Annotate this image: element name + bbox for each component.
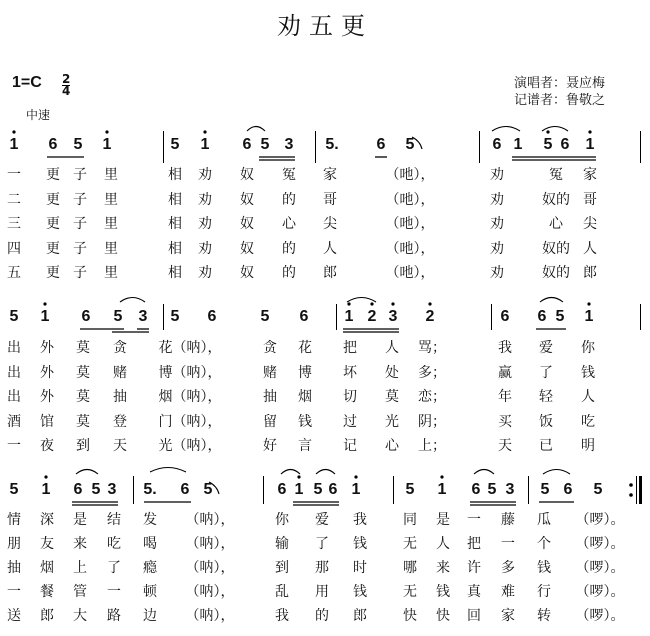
lyric-syllable: 外 — [40, 340, 54, 356]
lyric-syllable: 钱 — [298, 413, 312, 430]
lyric-syllable: 阴； — [418, 413, 446, 430]
breath-mark — [209, 482, 219, 494]
lyric-syllable: 饭 — [539, 413, 553, 430]
lyric-syllable: （啰）。 — [575, 536, 625, 552]
octave-dot — [354, 475, 357, 478]
lyric-syllable: 二 — [7, 191, 21, 208]
note: 6 — [73, 481, 83, 498]
octave-dot — [297, 475, 300, 478]
lyric-syllable: 了 — [315, 536, 329, 552]
lyric-syllable: 里 — [104, 216, 118, 232]
lyric-syllable: 人 — [385, 340, 399, 356]
lyric-syllable: 心 — [385, 438, 399, 454]
note: 6 — [277, 481, 287, 498]
lyric-syllable: 家 — [501, 608, 515, 624]
breath-mark — [412, 137, 422, 149]
lyric-syllable: 年 — [498, 389, 512, 405]
lyric-syllable: 劝 — [490, 167, 504, 183]
octave-dot — [587, 302, 590, 305]
lyric-syllable: 已 — [539, 438, 553, 454]
lyric-syllable: 家 — [583, 167, 597, 183]
lyric-syllable: 奴 — [240, 216, 254, 232]
lyric-syllable: 劝 — [198, 265, 212, 281]
singer-credit: 演唱者：聂应梅 — [514, 76, 606, 91]
note: 1 — [437, 481, 447, 498]
lyric-syllable: 贪 — [263, 340, 277, 356]
lyric-syllable: 莫 — [76, 413, 90, 430]
lyric-syllable: 赌 — [263, 364, 277, 381]
lyric-syllable: 喝 — [143, 536, 157, 552]
lyric-syllable: 大 — [73, 608, 87, 624]
tempo-marking: 中速 — [26, 108, 51, 122]
lyric-syllable: 时 — [353, 560, 367, 576]
lyric-syllable: 奴 — [240, 265, 254, 281]
lyric-syllable: 家 — [323, 167, 337, 183]
note: 6 — [299, 308, 309, 325]
note: 1 — [102, 136, 112, 153]
lyric-syllable: 爱 — [539, 340, 553, 356]
lyric-syllable: 是 — [73, 512, 87, 528]
lyric-syllable: 烟 — [40, 560, 54, 576]
note: 5. — [325, 136, 339, 153]
lyric-syllable: 花 — [298, 340, 312, 356]
lyric-syllable: 用 — [315, 584, 329, 600]
note: 6 — [560, 136, 570, 153]
lyric-syllable: 更 — [46, 265, 60, 281]
slur — [150, 468, 186, 473]
lyric-syllable: 上； — [418, 438, 446, 454]
note: 3 — [107, 481, 117, 498]
lyric-syllable: 无 — [403, 584, 417, 600]
lyric-syllable: 藤 — [501, 512, 515, 528]
lyric-syllable: 奴的 — [542, 265, 570, 281]
repeat-dot — [629, 483, 633, 487]
lyric-syllable: 边 — [143, 608, 157, 624]
lyric-syllable: 奴的 — [542, 191, 570, 208]
note: 6 — [563, 481, 573, 498]
slur — [542, 127, 568, 132]
lyric-syllable: （呐）， — [185, 512, 235, 528]
octave-dot — [43, 302, 46, 305]
note: 6 — [242, 136, 252, 153]
lyric-syllable: 到 — [275, 560, 289, 576]
slur — [281, 470, 300, 475]
lyric-syllable: 登 — [113, 413, 127, 430]
lyric-syllable: 门（呐）， — [158, 413, 222, 430]
lyric-syllable: 子 — [73, 167, 87, 183]
note: 1 — [41, 481, 51, 498]
lyric-syllable: 出 — [7, 389, 21, 405]
lyric-syllable: 一 — [7, 438, 21, 454]
lyric-syllable: 烟 — [298, 389, 312, 405]
lyric-syllable: 爱 — [315, 512, 329, 528]
note: 5 — [405, 481, 415, 498]
note: 6 — [48, 136, 58, 153]
note: 5 — [91, 481, 101, 498]
lyric-syllable: 五 — [7, 265, 21, 281]
lyric-syllable: 到 — [76, 438, 90, 454]
lyric-syllable: 莫 — [76, 340, 90, 356]
note: 5 — [113, 308, 123, 325]
lyric-syllable: 钱 — [353, 584, 367, 600]
lyric-syllable: 发 — [143, 512, 157, 528]
lyric-syllable: 天 — [498, 438, 512, 454]
octave-dot — [203, 130, 206, 133]
lyric-syllable: 郎 — [40, 608, 54, 624]
lyric-syllable: 尖 — [323, 216, 337, 232]
lyric-syllable: 一 — [467, 512, 481, 528]
lyric-syllable: 乱 — [275, 584, 289, 600]
lyric-syllable: 了 — [107, 560, 121, 576]
lyric-syllable: 相 — [168, 265, 182, 281]
lyric-syllable: 坏 — [343, 364, 357, 381]
lyric-syllable: （呐）， — [185, 536, 235, 552]
note: 5 — [73, 136, 83, 153]
lyric-syllable: 多 — [501, 560, 515, 576]
lyric-syllable: 外 — [40, 389, 54, 405]
lyric-syllable: 博（呐）， — [158, 364, 222, 381]
lyric-syllable: 路 — [107, 608, 121, 624]
note: 2 — [425, 308, 435, 325]
lyric-syllable: （啰）。 — [575, 512, 625, 528]
lyric-syllable: 劝 — [490, 216, 504, 232]
lyric-syllable: 轻 — [539, 389, 553, 405]
lyric-syllable: 心 — [549, 216, 563, 232]
lyric-syllable: 馆 — [40, 413, 54, 430]
lyric-syllable: （吔）， — [385, 167, 435, 183]
lyric-syllable: 一 — [7, 167, 21, 183]
lyric-syllable: 抽 — [113, 389, 127, 405]
lyric-syllable: 心 — [282, 216, 296, 232]
lyric-syllable: 深 — [40, 512, 54, 528]
lyric-syllable: 郎 — [583, 265, 597, 281]
lyric-syllable: 四 — [7, 240, 21, 257]
note: 3 — [284, 136, 294, 153]
lyric-syllable: 的 — [282, 240, 296, 257]
lyric-syllable: 了 — [539, 364, 553, 381]
lyric-syllable: 相 — [168, 191, 182, 208]
lyric-syllable: （啰）。 — [575, 608, 625, 624]
lyric-syllable: 钱 — [353, 536, 367, 552]
lyric-syllable: 奴 — [240, 191, 254, 208]
lyric-syllable: 酒 — [7, 413, 21, 430]
lyric-syllable: 我 — [498, 340, 512, 356]
lyric-syllable: 瓜 — [537, 512, 551, 528]
lyric-syllable: 抽 — [263, 389, 277, 405]
lyric-syllable: 更 — [46, 240, 60, 257]
time-signature-top: 2 — [62, 72, 71, 86]
lyric-syllable: 转 — [537, 608, 551, 624]
lyric-syllable: 是 — [436, 512, 450, 528]
note: 1 — [200, 136, 210, 153]
slur — [543, 470, 570, 475]
lyric-syllable: 三 — [7, 216, 21, 232]
slur — [540, 298, 563, 303]
lyric-syllable: 哪 — [403, 560, 417, 576]
lyric-syllable: 瘾 — [143, 560, 157, 576]
lyric-syllable: 吃 — [581, 413, 595, 430]
lyric-syllable: 记 — [343, 438, 357, 454]
note: 5 — [540, 481, 550, 498]
lyric-syllable: 难 — [501, 584, 515, 600]
lyric-syllable: 骂； — [418, 340, 446, 356]
slur — [120, 298, 145, 303]
lyric-syllable: 一 — [7, 584, 21, 600]
lyric-syllable: 劝 — [198, 191, 212, 208]
lyric-syllable: 个 — [537, 536, 551, 552]
lyric-syllable: 我 — [275, 608, 289, 624]
note: 5 — [9, 481, 19, 498]
lyric-syllable: 来 — [436, 560, 450, 576]
lyric-syllable: 朋 — [7, 536, 21, 552]
note: 6 — [492, 136, 502, 153]
note: 5 — [9, 308, 19, 325]
lyric-syllable: （吔）， — [385, 191, 435, 208]
lyric-syllable: 钱 — [436, 584, 450, 600]
note: 1 — [344, 308, 354, 325]
lyric-syllable: 顿 — [143, 584, 157, 600]
slur — [492, 127, 520, 132]
lyric-syllable: 来 — [73, 536, 87, 552]
slur — [247, 127, 265, 132]
lyric-syllable: 劝 — [198, 216, 212, 232]
slur — [474, 470, 494, 475]
note: 5 — [170, 136, 180, 153]
lyric-syllable: 快 — [436, 608, 450, 624]
lyric-syllable: 餐 — [40, 584, 54, 600]
note: 5. — [143, 481, 157, 498]
lyric-syllable: 多； — [418, 364, 446, 381]
lyric-syllable: 冤 — [282, 167, 296, 183]
note: 5 — [593, 481, 603, 498]
lyric-syllable: 里 — [104, 191, 118, 208]
lyric-syllable: 奴 — [240, 240, 254, 257]
note: 5 — [487, 481, 497, 498]
lyric-syllable: 把 — [343, 340, 357, 356]
lyric-syllable: 许 — [467, 560, 481, 576]
octave-dot — [440, 475, 443, 478]
lyric-syllable: 劝 — [490, 265, 504, 281]
note: 3 — [505, 481, 515, 498]
lyric-syllable: 出 — [7, 340, 21, 356]
lyric-syllable: 回 — [467, 608, 481, 624]
lyric-syllable: 抽 — [7, 560, 21, 576]
slur — [316, 470, 335, 475]
lyric-syllable: 明 — [581, 438, 595, 454]
note: 6 — [207, 308, 217, 325]
octave-dot — [588, 130, 591, 133]
lyric-syllable: 里 — [104, 240, 118, 257]
note: 6 — [81, 308, 91, 325]
lyric-syllable: 结 — [107, 512, 121, 528]
note: 2 — [367, 308, 377, 325]
lyric-syllable: （啰）。 — [575, 584, 625, 600]
lyric-syllable: 光（呐）， — [158, 438, 222, 454]
lyric-syllable: 无 — [403, 536, 417, 552]
lyric-syllable: 你 — [581, 340, 595, 356]
note: 6 — [328, 481, 338, 498]
lyric-syllable: 送 — [7, 608, 21, 624]
lyric-syllable: 处 — [385, 364, 399, 381]
lyric-syllable: 切 — [343, 389, 357, 405]
lyric-syllable: 子 — [73, 265, 87, 281]
lyric-syllable: 一 — [501, 536, 515, 552]
octave-dot — [347, 302, 350, 305]
lyric-syllable: 哥 — [583, 191, 597, 208]
lyric-syllable: 过 — [343, 413, 357, 430]
lyric-syllable: 人 — [436, 536, 450, 552]
lyric-syllable: 把 — [467, 536, 481, 552]
lyric-syllable: 劝 — [490, 240, 504, 257]
octave-dot — [44, 475, 47, 478]
lyric-syllable: 一 — [107, 584, 121, 600]
lyric-syllable: （呐）， — [185, 608, 235, 624]
lyric-syllable: 里 — [104, 265, 118, 281]
lyric-syllable: 相 — [168, 216, 182, 232]
note: 6 — [180, 481, 190, 498]
lyric-syllable: 买 — [498, 413, 512, 430]
lyric-syllable: 烟（呐）， — [158, 389, 222, 405]
lyric-syllable: 的 — [282, 265, 296, 281]
lyric-syllable: 钱 — [581, 364, 595, 381]
octave-dot — [546, 130, 549, 133]
lyric-syllable: 天 — [113, 438, 127, 454]
lyric-syllable: 好 — [263, 438, 277, 454]
octave-dot — [105, 130, 108, 133]
lyric-syllable: （呐）， — [185, 584, 235, 600]
lyric-syllable: 上 — [73, 560, 87, 576]
lyric-syllable: 相 — [168, 167, 182, 183]
lyric-syllable: 贪 — [113, 340, 127, 356]
lyric-syllable: 莫 — [76, 389, 90, 405]
lyric-syllable: 更 — [46, 216, 60, 232]
lyric-syllable: 光 — [385, 413, 399, 430]
note: 5 — [405, 136, 415, 153]
note: 1 — [351, 481, 361, 498]
octave-dot — [391, 302, 394, 305]
note: 1 — [9, 136, 19, 153]
note: 6 — [376, 136, 386, 153]
lyric-syllable: 劝 — [198, 240, 212, 257]
lyric-syllable: 情 — [7, 512, 21, 528]
lyric-syllable: 行 — [537, 584, 551, 600]
lyric-syllable: 哥 — [323, 191, 337, 208]
lyric-syllable: 输 — [275, 536, 289, 552]
lyric-syllable: （啰）。 — [575, 560, 625, 576]
lyric-syllable: （吔）， — [385, 240, 435, 257]
lyric-syllable: 管 — [73, 584, 87, 600]
octave-dot — [370, 302, 373, 305]
note: 5 — [260, 136, 270, 153]
lyric-syllable: 郎 — [353, 608, 367, 624]
lyric-syllable: 子 — [73, 216, 87, 232]
key-signature: 1=C — [12, 74, 42, 91]
lyric-syllable: 里 — [104, 167, 118, 183]
page-title: 劝五更 — [277, 12, 373, 40]
lyric-syllable: 夜 — [40, 438, 54, 454]
lyric-syllable: 奴的 — [542, 240, 570, 257]
lyric-syllable: （呐）， — [185, 560, 235, 576]
note: 5 — [555, 308, 565, 325]
lyric-syllable: 冤 — [549, 167, 563, 183]
note: 6 — [537, 308, 547, 325]
slur — [76, 470, 98, 475]
lyric-syllable: 那 — [315, 560, 329, 576]
lyric-syllable: 钱 — [537, 560, 551, 576]
lyric-syllable: 更 — [46, 191, 60, 208]
lyric-syllable: 的 — [282, 191, 296, 208]
lyric-syllable: 郎 — [323, 265, 337, 281]
note: 5 — [543, 136, 553, 153]
lyric-syllable: 留 — [263, 413, 277, 430]
lyric-syllable: 出 — [7, 364, 21, 381]
note: 1 — [294, 481, 304, 498]
slur — [347, 298, 376, 303]
lyric-syllable: 莫 — [385, 389, 399, 405]
note: 5 — [170, 308, 180, 325]
lyric-syllable: 博 — [298, 364, 312, 381]
note: 1 — [513, 136, 523, 153]
note: 6 — [500, 308, 510, 325]
note: 1 — [40, 308, 50, 325]
lyric-syllable: （吔）， — [385, 216, 435, 232]
lyric-syllable: 人 — [581, 389, 595, 405]
note: 3 — [138, 308, 148, 325]
octave-dot — [428, 302, 431, 305]
lyric-syllable: 劝 — [490, 191, 504, 208]
lyric-syllable: 同 — [403, 512, 417, 528]
lyric-syllable: （吔）， — [385, 265, 435, 281]
note: 1 — [584, 308, 594, 325]
lyric-syllable: 恋； — [418, 389, 446, 405]
lyric-syllable: 相 — [168, 240, 182, 257]
time-signature-bottom: 4 — [62, 84, 71, 98]
note: 6 — [471, 481, 481, 498]
lyric-syllable: 外 — [40, 364, 54, 381]
lyric-syllable: 更 — [46, 167, 60, 183]
note: 5 — [203, 481, 213, 498]
lyric-syllable: 花（呐）， — [158, 340, 222, 356]
lyric-syllable: 劝 — [198, 167, 212, 183]
note: 5 — [260, 308, 270, 325]
lyric-syllable: 子 — [73, 240, 87, 257]
lyric-syllable: 赌 — [113, 364, 127, 381]
lyric-syllable: 吃 — [107, 536, 121, 552]
lyric-syllable: 快 — [403, 608, 417, 624]
lyric-syllable: 尖 — [583, 216, 597, 232]
note: 3 — [388, 308, 398, 325]
lyric-syllable: 真 — [467, 584, 481, 600]
lyric-syllable: 友 — [40, 536, 54, 552]
lyric-syllable: 人 — [583, 240, 597, 257]
note: 5 — [313, 481, 323, 498]
lyric-syllable: 赢 — [498, 364, 512, 381]
lyric-syllable: 的 — [315, 608, 329, 624]
note: 1 — [585, 136, 595, 153]
repeat-dot — [629, 493, 633, 497]
lyric-syllable: 我 — [353, 512, 367, 528]
lyric-syllable: 子 — [73, 191, 87, 208]
lyric-syllable: 莫 — [76, 364, 90, 381]
lyric-syllable: 你 — [275, 512, 289, 528]
transcriber-credit: 记谱者：鲁敬之 — [514, 93, 606, 108]
octave-dot — [12, 130, 15, 133]
lyric-syllable: 人 — [323, 240, 337, 257]
lyric-syllable: 奴 — [240, 167, 254, 183]
lyric-syllable: 言 — [298, 438, 312, 454]
